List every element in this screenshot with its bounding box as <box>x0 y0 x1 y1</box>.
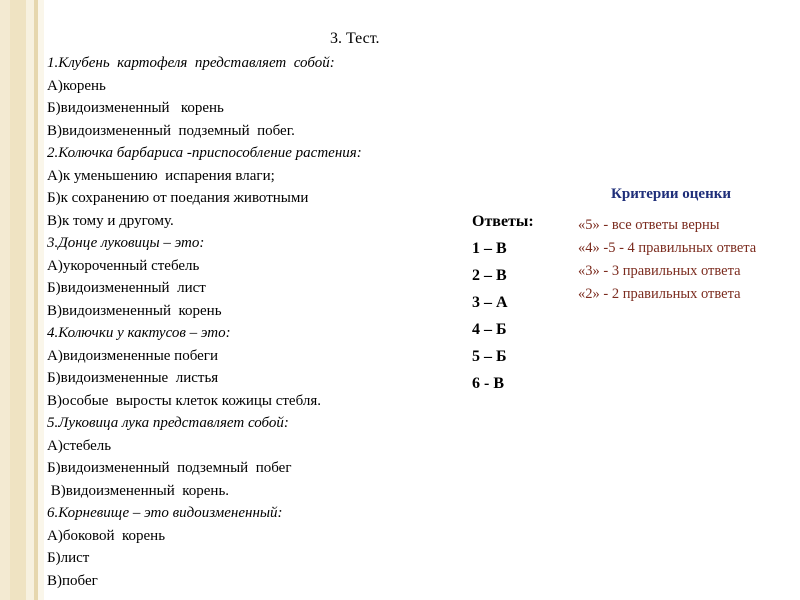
question-line: А)стебель <box>47 437 112 454</box>
answer-line: 6 - В <box>472 375 504 392</box>
question-line: Б)видоизмененные листья <box>47 370 219 386</box>
question-line: Б)лист <box>47 550 90 566</box>
answer-line: 1 – В <box>472 240 507 257</box>
answers-block <box>472 208 534 397</box>
question-line: 2.Колючка барбариса -приспособление растения: <box>47 145 362 161</box>
decorative-left-band <box>0 0 44 600</box>
criteria-item: «4» -5 - 4 правильных ответа <box>578 240 757 256</box>
question-line: А)укороченный стебель <box>47 257 200 274</box>
page-title: 3. Тест. <box>330 30 380 47</box>
criteria-block <box>578 186 764 307</box>
criteria-item: «5» - все ответы верны <box>578 217 720 233</box>
test-questions-block <box>47 52 447 592</box>
question-line: Б)видоизмененный лист <box>47 280 206 296</box>
question-line: Б)видоизмененный корень <box>47 100 224 116</box>
question-line: Б)видоизмененный подземный побег <box>47 460 292 476</box>
question-line: 6.Корневище – это видоизмененный: <box>47 505 283 521</box>
answers-heading: Ответы: <box>472 213 534 230</box>
question-line: 3.Донце луковицы – это: <box>47 235 205 251</box>
question-line: А)видоизмененные побеги <box>47 347 218 364</box>
question-line: А)к уменьшению испарения влаги; <box>47 167 275 184</box>
band-stripe-5 <box>38 0 44 600</box>
question-line: В)видоизмененный корень <box>47 302 222 319</box>
band-stripe-2 <box>10 0 26 600</box>
criteria-item: «2» - 2 правильных ответа <box>578 286 741 302</box>
answer-line: 5 – Б <box>472 348 507 365</box>
question-line: А)боковой корень <box>47 527 166 544</box>
question-line: Б)к сохранению от поедания животными <box>47 190 309 206</box>
question-line: В)видоизмененный корень. <box>47 482 230 499</box>
band-stripe-1 <box>0 0 10 600</box>
band-stripe-3 <box>26 0 34 600</box>
criteria-title: Критерии оценки <box>611 186 731 202</box>
question-line: А)корень <box>47 77 106 94</box>
answer-line: 2 – В <box>472 267 507 284</box>
criteria-item: «3» - 3 правильных ответа <box>578 263 741 279</box>
question-line: 1.Клубень картофеля представляет собой: <box>47 55 335 71</box>
question-line: 4.Колючки у кактусов – это: <box>47 325 231 341</box>
question-line: В)особые выросты клеток кожицы стебля. <box>47 392 321 409</box>
question-line: В)к тому и другому. <box>47 212 174 229</box>
question-line: В)видоизмененный подземный побег. <box>47 122 295 139</box>
question-line: В)побег <box>47 572 98 589</box>
answer-line: 4 – Б <box>472 321 507 338</box>
question-line: 5.Луковица лука представляет собой: <box>47 415 289 431</box>
answer-line: 3 – А <box>472 294 508 311</box>
